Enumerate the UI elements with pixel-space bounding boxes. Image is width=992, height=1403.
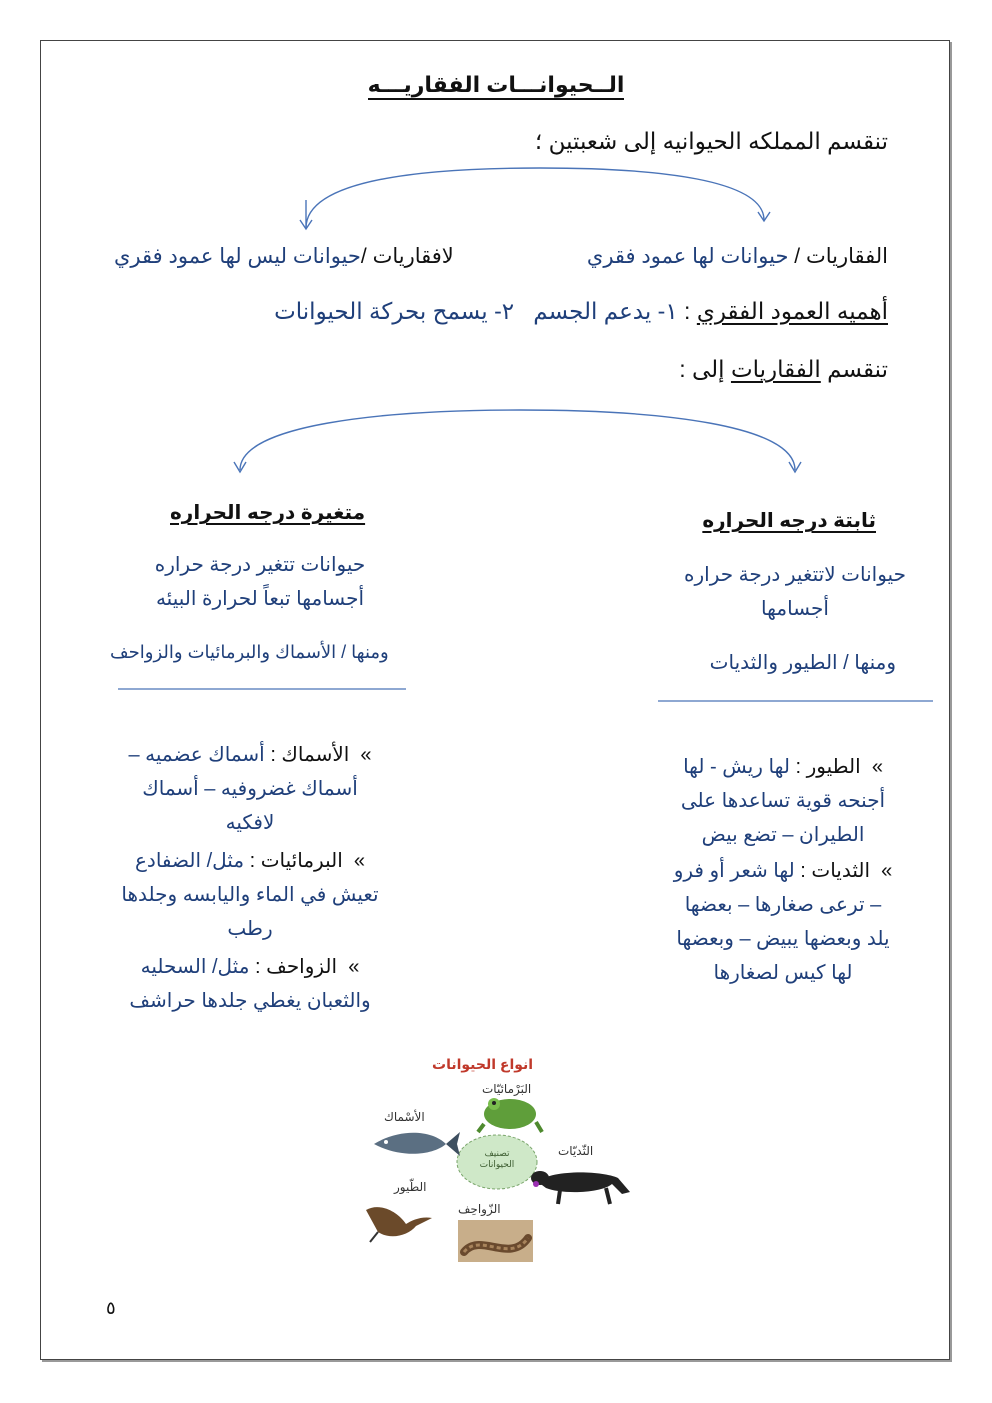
fish-icon [374,1132,460,1156]
fish-block: » الأسماك : أسماك عضميه – أسماك غضروفيه – أسماك لافكيه [128,744,372,834]
amphibians-block: » البرمائيات : مثل/ الضفادع تعيش في الماء واليابسه وجلدها رطب [121,850,379,940]
variable-temp-heading: متغيرة درجه الحراره [170,502,366,524]
variable-temp-desc: حيوانات تتغير درجة حراره أجسامها تبعاً لحرارة البيئه [154,554,366,610]
constant-temp-desc: حيوانات لاتتغير درجة حراره أجسامها [684,564,906,620]
reptiles-block: » الزواحف : مثل/ السحليه والثعبان يغطي جلدها حراشف [129,956,371,1012]
figure-mammals-label: الثّديّات [558,1144,594,1158]
figure-birds-label: الطّيور [394,1180,427,1194]
variable-temp-examples: ومنها / الأسماك والبرمائيات والزواحف [110,642,389,662]
birds-block: » الطيور : لها ريش - لها أجنحه قوية تساعدها على الطيران – تضع بيض [680,756,886,846]
constant-temp-examples: ومنها / الطيور والثديات [709,652,896,674]
figure-reptiles-label: الزّواحِف [458,1202,501,1216]
figure-center-label: تصنيف الحيوانات [479,1148,515,1169]
spine-importance: أهميه العمود الفقري : ١- يدعم الجسم ٢- يسمح بحركة الحيوانات [274,298,888,324]
figure-title: انواع الحيوانات [432,1056,534,1072]
vertebrates-division: تنقسم الفقاريات إلى : [679,356,888,382]
figure-amphibians-label: البَرْمائيّات [482,1082,532,1096]
animal-types-figure [360,1052,635,1267]
mammals-block: » الثديات : لها شعر أو فرو – ترعى صغارها – بعضها يلد وبعضها يبيض – وبعضها لها كيس لصغارها [673,860,893,984]
page-number: ٥ [106,1298,116,1318]
constant-temp-heading: ثابتة درجه الحراره [702,510,876,532]
panther-icon [531,1171,630,1204]
frog-icon [478,1098,542,1132]
page-title: الــحيوانـــات الفقاريـــه [0,72,992,98]
branch-vertebrates: الفقاريات / حيوانات لها عمود فقري [586,245,888,268]
snake-icon [458,1220,533,1262]
figure-fish-label: الأسْماك [384,1110,425,1124]
bird-icon [366,1207,432,1242]
branch-invertebrates: لافقاريات /حيوانات ليس لها عمود فقري [114,245,454,268]
intro-text: تنقسم المملكه الحيوانيه إلى شعبتين ؛ [534,128,888,154]
